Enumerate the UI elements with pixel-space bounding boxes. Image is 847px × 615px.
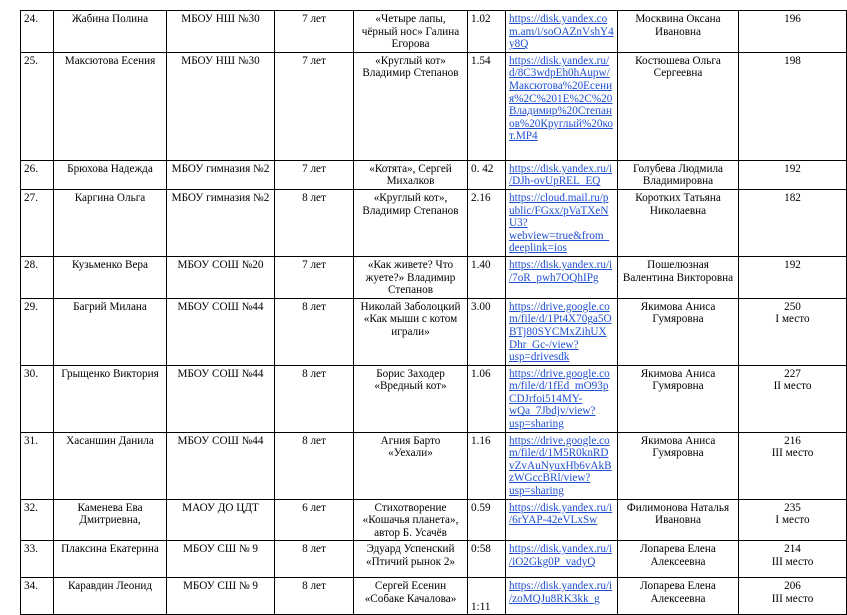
teacher-name: Москвина Оксана Ивановна	[618, 11, 739, 53]
place: I место	[775, 514, 810, 527]
place: III место	[771, 593, 814, 605]
duration: 3.00	[468, 298, 506, 365]
school-name: МАОУ ДО ЦДТ	[167, 499, 275, 541]
place: II место	[773, 380, 812, 393]
duration: 1.02	[468, 11, 506, 53]
duration: 1:11	[468, 578, 506, 615]
score-cell	[739, 432, 847, 499]
teacher-name: Лопарева Елена Алексеевна	[618, 578, 739, 615]
participant-age: 7 лет	[275, 11, 354, 53]
table-row	[21, 365, 847, 432]
row-number: 26.	[21, 160, 54, 189]
table-row	[21, 11, 847, 53]
work-title: «Круглый кот» Владимир Степанов	[354, 52, 468, 160]
school-name: МБОУ СОШ №44	[167, 432, 275, 499]
work-title: Борис Заходер «Вредный кот»	[354, 365, 468, 432]
participant-age: 7 лет	[275, 256, 354, 298]
video-link[interactable]: https://drive.google.com/file/d/1fEd_mO93pCDJrfoi514MY-wQa_7Jbdjv/view?usp=sharing	[506, 365, 618, 432]
row-number: 30.	[21, 365, 54, 432]
work-title: Эдуард Успенский «Птичий рынок 2»	[354, 541, 468, 578]
participant-name: Максютова Есения	[54, 52, 167, 160]
score: 216	[784, 434, 801, 447]
score-cell	[739, 541, 847, 578]
video-link[interactable]: https://disk.yandex.ru/d/8C3wdpEh0hAupw/Максютова%20Есения%2C%201Е%2С%20Владимир%20Степанов%20Круглый%20кот.MP4	[506, 52, 618, 160]
table-row	[21, 499, 847, 541]
participant-name: Плаксина Екатерина	[54, 541, 167, 578]
score: 235	[784, 501, 801, 514]
score-cell	[739, 52, 847, 160]
table-row	[21, 298, 847, 365]
school-name: МБОУ НШ №30	[167, 52, 275, 160]
participant-name: Каргина Ольга	[54, 189, 167, 256]
table-row	[21, 578, 847, 615]
video-link[interactable]: https://disk.yandex.ru/i/DJh-ovUpREL_EQ	[506, 160, 618, 189]
video-link[interactable]: https://disk.yandex.ru/i/7oR_pwh7OQhIPg	[506, 256, 618, 298]
participant-age: 6 лет	[275, 499, 354, 541]
teacher-name: Якимова Аниса Гумяровна	[618, 298, 739, 365]
school-name: МБОУ СОШ №44	[167, 365, 275, 432]
video-link[interactable]: https://disk.yandex.ru/i/6rYAP-42eVLxSw	[506, 499, 618, 541]
participant-name: Грыщенко Виктория	[54, 365, 167, 432]
row-number: 25.	[21, 52, 54, 160]
score: 206	[784, 580, 801, 593]
participant-name: Хасаншин Данила	[54, 432, 167, 499]
participant-age: 8 лет	[275, 432, 354, 499]
school-name: МБОУ НШ №30	[167, 11, 275, 53]
row-number: 28.	[21, 256, 54, 298]
score: 198	[784, 54, 801, 67]
teacher-name: Пошелюзная Валентина Викторовна	[618, 256, 739, 298]
row-number: 29.	[21, 298, 54, 365]
duration: 0.59	[468, 499, 506, 541]
row-number: 33.	[21, 541, 54, 578]
video-link[interactable]: https://drive.google.com/file/d/1M5R0knRDvZvAuNyuxHb6vAkBzWGccBRl/view?usp=sharing	[506, 432, 618, 499]
table-body	[21, 11, 847, 615]
table-row	[21, 432, 847, 499]
video-link[interactable]: https://disk.yandex.ru/i/zoMQJu8RK3kk_g	[506, 578, 618, 615]
school-name: МБОУ СОШ №44	[167, 298, 275, 365]
participant-age: 8 лет	[275, 541, 354, 578]
score: 196	[784, 13, 801, 25]
school-name: МБОУ гимназия №2	[167, 160, 275, 189]
work-title: Агния Барто «Уехали»	[354, 432, 468, 499]
school-name: МБОУ гимназия №2	[167, 189, 275, 256]
school-name: МБОУ СШ № 9	[167, 541, 275, 578]
place: III место	[771, 447, 814, 460]
video-link[interactable]: https://cloud.mail.ru/public/FGxx/pVaTXeNU3?webview=true&from_deeplink=ios	[506, 189, 618, 256]
participant-age: 7 лет	[275, 160, 354, 189]
table-row	[21, 541, 847, 578]
score: 227	[784, 367, 801, 380]
score-cell	[739, 578, 847, 615]
place: III место	[771, 556, 814, 568]
score-cell	[739, 298, 847, 365]
work-title: Николай Заболоцкий «Как мыши с котом играли»	[354, 298, 468, 365]
teacher-name: Лопарева Елена Алексеевна	[618, 541, 739, 578]
school-name: МБОУ СОШ №20	[167, 256, 275, 298]
duration: 0. 42	[468, 160, 506, 189]
score: 214	[784, 543, 801, 556]
participant-age: 8 лет	[275, 365, 354, 432]
participant-name: Каменева Ева Дмитриевна,	[54, 499, 167, 541]
video-link[interactable]: https://disk.yandex.ru/i/iO2Gkg0P_vadyQ	[506, 541, 618, 578]
score-cell	[739, 499, 847, 541]
video-link[interactable]: https://disk.yandex.com.am/i/soOAZnVshY4y8Q	[506, 11, 618, 53]
table-row	[21, 256, 847, 298]
video-link[interactable]: https://drive.google.com/file/d/1Pt4X70ga5OBTj80SYCMxZihUXDhr_Gc-/view?usp=drivesdk	[506, 298, 618, 365]
teacher-name: Коротких Татьяна Николаевна	[618, 189, 739, 256]
row-number: 34.	[21, 578, 54, 615]
teacher-name: Якимова Аниса Гумяровна	[618, 432, 739, 499]
row-number: 31.	[21, 432, 54, 499]
work-title: Стихотворение «Кошачья планета», автор Б. Усачёв	[354, 499, 468, 541]
participants-table	[20, 10, 847, 615]
duration: 0:58	[468, 541, 506, 578]
participant-age: 8 лет	[275, 578, 354, 615]
participant-name: Жабина Полина	[54, 11, 167, 53]
teacher-name: Голубева Людмила Владимировна	[618, 160, 739, 189]
table-row	[21, 189, 847, 256]
duration: 1.54	[468, 52, 506, 160]
school-name: МБОУ СШ № 9	[167, 578, 275, 615]
duration: 1.40	[468, 256, 506, 298]
score-cell	[739, 256, 847, 298]
table-row	[21, 160, 847, 189]
work-title: Сергей Есенин «Собаке Качалова»	[354, 578, 468, 615]
score: 250	[784, 300, 801, 313]
teacher-name: Костюшева Ольга Сергеевна	[618, 52, 739, 160]
participant-name: Кузьменко Вера	[54, 256, 167, 298]
row-number: 24.	[21, 11, 54, 53]
work-title: «Четыре лапы, чёрный нос» Галина Егорова	[354, 11, 468, 53]
score-cell	[739, 11, 847, 53]
score: 182	[784, 191, 801, 204]
teacher-name: Якимова Аниса Гумяровна	[618, 365, 739, 432]
table-row	[21, 52, 847, 160]
participant-age: 8 лет	[275, 298, 354, 365]
participant-age: 8 лет	[275, 189, 354, 256]
place: I место	[775, 313, 810, 326]
row-number: 32.	[21, 499, 54, 541]
row-number: 27.	[21, 189, 54, 256]
duration: 2.16	[468, 189, 506, 256]
participant-name: Каравдин Леонид	[54, 578, 167, 615]
work-title: «Котята», Сергей Михалков	[354, 160, 468, 189]
score-cell	[739, 189, 847, 256]
score: 192	[784, 258, 801, 271]
work-title: «Круглый кот», Владимир Степанов	[354, 189, 468, 256]
participant-age: 7 лет	[275, 52, 354, 160]
score-cell	[739, 365, 847, 432]
teacher-name: Филимонова Наталья Ивановна	[618, 499, 739, 541]
work-title: «Как живете? Что жуете?» Владимир Степанов	[354, 256, 468, 298]
duration: 1.06	[468, 365, 506, 432]
participant-name: Брюхова Надежда	[54, 160, 167, 189]
participant-name: Багрий Милана	[54, 298, 167, 365]
duration: 1.16	[468, 432, 506, 499]
score: 192	[784, 162, 801, 175]
score-cell	[739, 160, 847, 189]
